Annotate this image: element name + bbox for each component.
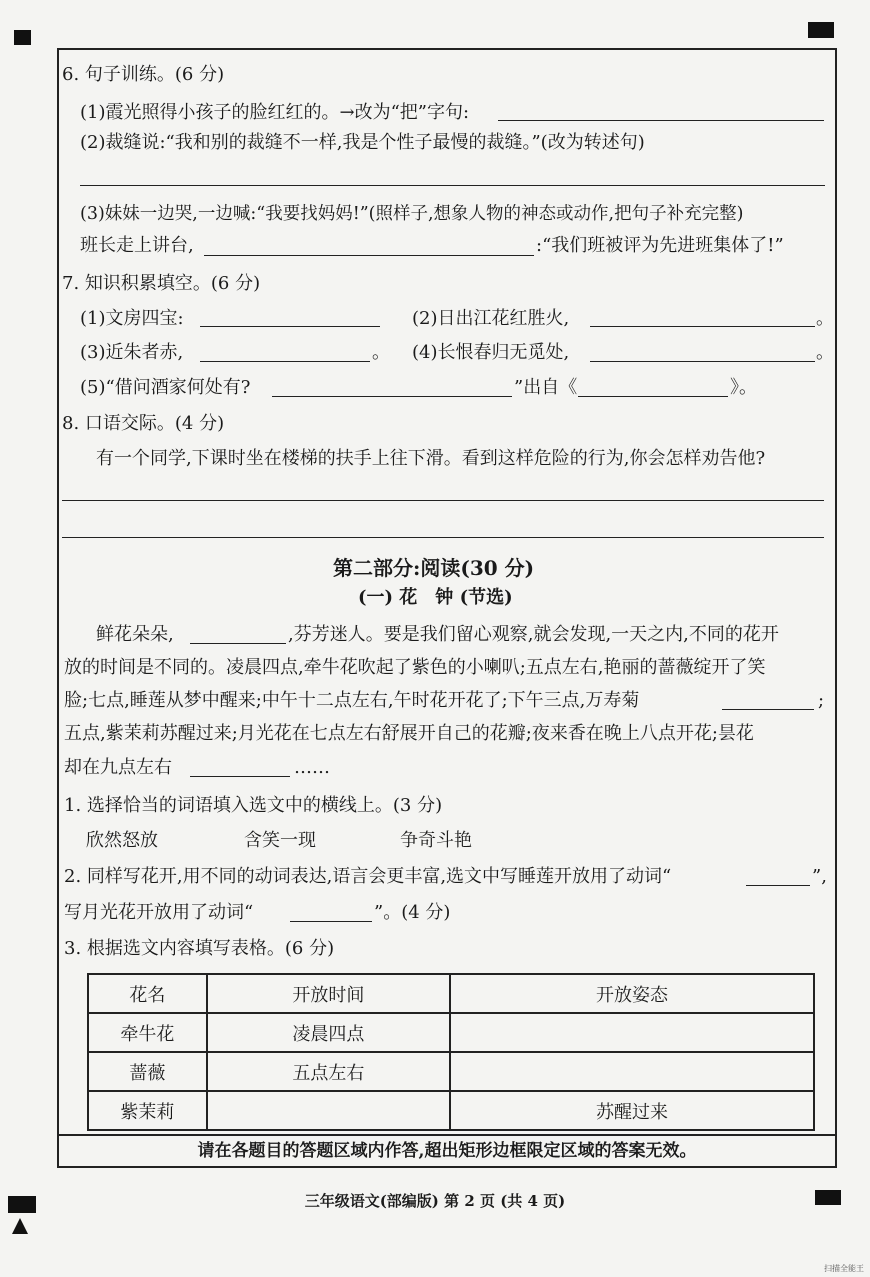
q6-sentence-2: (2)裁缝说:“我和别的裁缝不一样,我是个性子最慢的裁缝。”(改为转述句): [80, 132, 645, 153]
q6-sentence-3-suffix: :“我们班被评为先进班集体了!”: [536, 235, 784, 256]
q7-period-4: 。: [816, 342, 834, 363]
table-header-cell: 开放时间: [207, 974, 450, 1013]
table-answer-cell[interactable]: [207, 1091, 450, 1130]
table-cell: 牵牛花: [88, 1013, 207, 1052]
passage-line-1b: ,芬芳迷人。要是我们留心观察,就会发现,一天之内,不同的花开: [288, 624, 779, 645]
rq2-line-1: 2. 同样写花开,用不同的动词表达,语言会更丰富,选文中写睡莲开放用了动词“: [64, 866, 672, 887]
answer-area-notice: 请在各题目的答题区域内作答,超出矩形边框限定区域的答案无效。: [59, 1134, 835, 1166]
q8-answer-line-1[interactable]: [62, 500, 824, 501]
passage-line-3a: 脸;七点,睡莲从梦中醒来;中午十二点左右,午时花开花了;下午三点,万寿菊: [64, 690, 640, 711]
scanner-logo: 扫描全能王: [824, 1264, 864, 1273]
q7-item-2: (2)日出江花红胜火,: [412, 308, 570, 329]
registration-mark-top-left: [14, 30, 31, 45]
q7-item-5-end: 》。: [730, 377, 757, 398]
table-cell: 蔷薇: [88, 1052, 207, 1091]
q7-period-2: 。: [816, 308, 834, 329]
rq2-answer-blank-2[interactable]: [290, 921, 372, 922]
table-row: [88, 1052, 814, 1091]
table-header-cell: 花名: [88, 974, 207, 1013]
q6-answer-line-3[interactable]: [204, 255, 534, 256]
passage-line-5a: 却在九点左右: [64, 757, 172, 778]
rq2-line-1-end: ”,: [812, 866, 827, 887]
q6-heading: 6. 句子训练。(6 分): [62, 64, 225, 85]
q6-answer-line-1[interactable]: [498, 120, 824, 121]
passage-blank-1[interactable]: [190, 643, 286, 644]
q7-item-5-quote: (5)“借问酒家何处有?: [80, 377, 251, 398]
table-row: [88, 1013, 814, 1052]
rq2-line-2a: 写月光花开放用了动词“: [64, 902, 254, 923]
passage-line-4: 五点,紫茉莉苏醒过来;月光花在七点左右舒展开自己的花瓣;夜来香在晚上八点开花;昙花: [64, 723, 754, 744]
q7-answer-line-5b[interactable]: [578, 396, 728, 397]
q7-answer-line-3[interactable]: [200, 361, 370, 362]
passage-title: (一) 花 钟 (节选): [358, 587, 513, 608]
table-cell: 凌晨四点: [207, 1013, 450, 1052]
q7-item-4: (4)长恨春归无觅处,: [412, 342, 570, 363]
passage-line-5b: ……: [294, 757, 330, 778]
q7-answer-line-2[interactable]: [590, 326, 815, 327]
q6-sentence-3-prefix: 班长走上讲台,: [80, 235, 194, 256]
rq1-option-1: 欣然怒放: [86, 830, 158, 851]
rq1-heading: 1. 选择恰当的词语填入选文中的横线上。(3 分): [64, 795, 443, 816]
q7-heading: 7. 知识积累填空。(6 分): [62, 273, 261, 294]
table-answer-cell[interactable]: [450, 1052, 814, 1091]
q7-answer-line-4[interactable]: [590, 361, 815, 362]
table-cell: 五点左右: [207, 1052, 450, 1091]
page-footer: 三年级语文(部编版) 第 2 页 (共 4 页): [304, 1192, 566, 1210]
q7-item-1: (1)文房四宝:: [80, 308, 184, 329]
registration-mark-top-right: [808, 22, 834, 38]
table-row: [88, 1091, 814, 1130]
q8-prompt: 有一个同学,下课时坐在楼梯的扶手上往下滑。看到这样危险的行为,你会怎样劝告他?: [96, 448, 766, 469]
q6-sentence-1: (1)霞光照得小孩子的脸红红的。→改为“把”字句:: [80, 102, 470, 123]
passage-line-1a: 鲜花朵朵,: [96, 624, 174, 645]
table-header-cell: 开放姿态: [450, 974, 814, 1013]
passage-line-3b: ;: [818, 690, 825, 711]
q6-sentence-3: (3)妹妹一边哭,一边喊:“我要找妈妈!”(照样子,想象人物的神态或动作,把句子补充完整): [80, 204, 744, 224]
q6-answer-line-2[interactable]: [80, 185, 825, 186]
passage-blank-2[interactable]: [722, 709, 814, 710]
passage-line-2: 放的时间是不同的。凌晨四点,牵牛花吹起了紫色的小喇叭;五点左右,艳丽的蔷薇绽开了笑: [64, 657, 766, 678]
rq3-heading: 3. 根据选文内容填写表格。(6 分): [64, 938, 335, 959]
rq2-line-2b: ”。(4 分): [374, 902, 451, 923]
rq1-option-2: 含笑一现: [244, 830, 316, 851]
passage-blank-3[interactable]: [190, 776, 290, 777]
part2-title: 第二部分:阅读(30 分): [333, 556, 535, 580]
q7-item-5-source: ”出自《: [514, 377, 578, 398]
table-cell: 紫茉莉: [88, 1091, 207, 1130]
q8-heading: 8. 口语交际。(4 分): [62, 413, 225, 434]
table-answer-cell[interactable]: [450, 1013, 814, 1052]
rq1-option-3: 争奇斗艳: [400, 830, 472, 851]
q7-answer-line-1[interactable]: [200, 326, 380, 327]
table-header-row: [88, 974, 814, 1013]
table-cell: 苏醒过来: [450, 1091, 814, 1130]
rq2-answer-blank-1[interactable]: [746, 885, 810, 886]
rq3-table: [87, 973, 815, 1131]
q8-answer-line-2[interactable]: [62, 537, 824, 538]
q7-period-3: 。: [372, 342, 390, 363]
q7-answer-line-5a[interactable]: [272, 396, 512, 397]
q7-item-3: (3)近朱者赤,: [80, 342, 184, 363]
orientation-triangle-icon: [12, 1218, 28, 1234]
